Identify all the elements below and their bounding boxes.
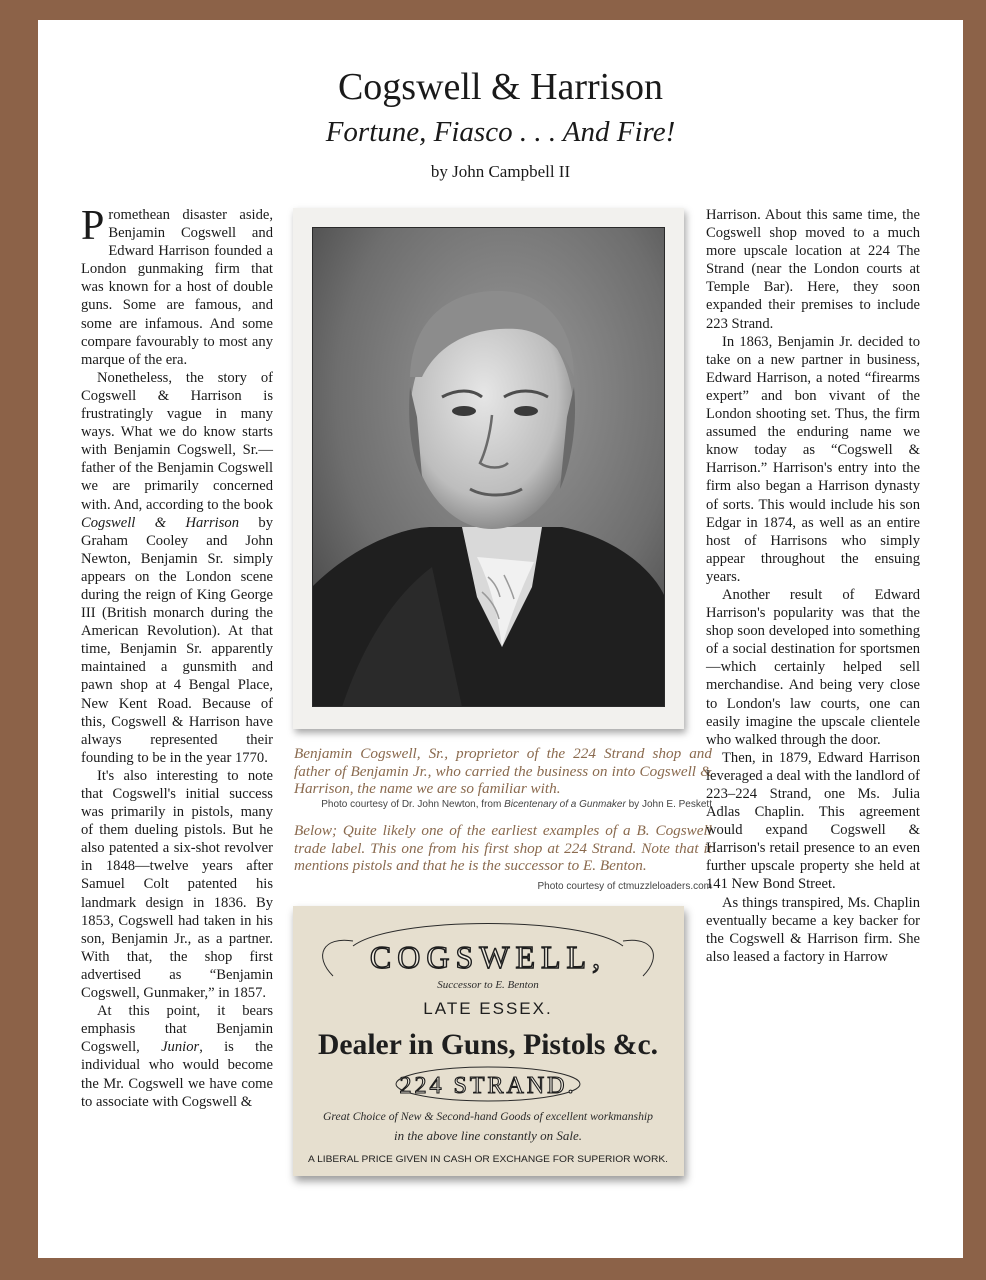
paragraph-text: At this point, it bears emphasis that Benjamin Cogswell, bbox=[81, 1003, 273, 1056]
paragraph: As things transpired, Ms. Chaplin eventually became a key backer for the Cogswell & Harrison firm. She also leased a factory in Harrow bbox=[706, 894, 920, 965]
label-sale: in the above line constantly on Sale. bbox=[393, 1128, 583, 1143]
byline: by John Campbell II bbox=[430, 162, 571, 181]
credit-text: Photo courtesy of Dr. John Newton, from bbox=[321, 799, 505, 810]
emphasis: Junior bbox=[161, 1039, 200, 1056]
left-column bbox=[81, 203, 273, 1111]
label-late: LATE ESSEX. bbox=[423, 999, 553, 1018]
paragraph: In 1863, Benjamin Jr. decided to take on a new partner in business, Edward Harrison, a noted “firearms expert” and bon vivant of the London shooting set. Thus, the firm assumed the enduring name we know today as “Cogswell & Harrison.” Harrison's entry into the firm also began a Harrison dynasty of sorts. This would include his son Edgar in 1874, as well as an entire host of Harrisons who simply appear throughout the ensuing years. bbox=[706, 333, 920, 585]
paragraph: Harrison. About this same time, the Cogswell shop moved to a much more upscale location at 224 The Strand (near the London courts at Temple Bar). Here, they soon expanded their premises to include 223 Strand. bbox=[706, 207, 920, 332]
paragraph-text: , is the individual who would become the Mr. Cogswell we have come to associate with Cogswell & bbox=[81, 1039, 273, 1110]
portrait-image bbox=[312, 227, 665, 707]
label-price: A LIBERAL PRICE GIVEN IN CASH OR EXCHANGE FOR SUPERIOR WORK. bbox=[308, 1154, 668, 1164]
portrait-caption: Benjamin Cogswell, Sr., proprietor of the 224 Strand shop and father of Benjamin Jr., who carried the business on into Cogswell & Harrison, the name we are so familiar with. bbox=[294, 745, 712, 798]
label-caption: Below; Quite likely one of the earliest examples of a B. Cogswell trade label. This one from his first shop at 224 Strand. Note that it mentions pistols and that he is the successor to E. Benton. bbox=[294, 822, 712, 875]
portrait-credit bbox=[294, 799, 712, 810]
paragraph bbox=[81, 369, 273, 767]
drop-cap: P bbox=[81, 203, 105, 249]
right-column bbox=[706, 206, 920, 966]
label-credit: Photo courtesy of ctmuzzleloaders.com bbox=[537, 881, 712, 892]
paragraph-text: Nonetheless, the story of Cogswell & Harrison is frustratingly vague in many ways. What we do know starts with Benjamin Cogswell, Sr.—father of the Benjamin Cogswell we are primarily concerned with. And, according to the book bbox=[81, 369, 273, 513]
label-address: 224 STRAND. bbox=[399, 1073, 577, 1099]
label-dealer: Dealer in Guns, Pistols &c. bbox=[318, 1028, 658, 1061]
paragraph: Then, in 1879, Edward Harrison leveraged a deal with the landlord of 223–224 Strand, one Ms. Julia Adlas Chaplin. This agreement would expand Cogswell & Harrison's retail presence to an even further upscale property she held at 141 New Bond Street. bbox=[706, 749, 920, 893]
article-subtitle: Fortune, Fiasco . . . And Fire! bbox=[325, 116, 676, 148]
label-successor: Successor to E. Benton bbox=[437, 979, 539, 991]
paragraph-text: by Graham Cooley and John Newton, Benjamin Sr. simply appears on the London scene during the reign of King George III (British monarch during the American Revolution). At that time, Benjamin Sr. apparently maintained a gunsmith and pawn shop at 4 Bengal Place, New Kent Road. Because of this, Cogswell & Harrison have always represented their founding to be in the year 1770. bbox=[81, 514, 273, 766]
paragraph: It's also interesting to note that Cogswell's initial success was primarily in pistols, many of them dueling pistols. But he also patented a six-shot revolver in 1848—twelve years after Samuel Colt patented his landmark design in 1836. By 1853, Cogswell had taken in his son, Benjamin Jr., as a partner. With that, the shop first advertised as “Benjamin Cogswell, Gunmaker,” in 1857. bbox=[81, 767, 273, 1002]
label-choice: Great Choice of New & Second-hand Goods of excellent workmanship bbox=[323, 1109, 653, 1123]
trade-label-drawing bbox=[293, 906, 684, 1176]
portrait-photo-card bbox=[293, 208, 684, 729]
article-title: Cogswell & Harrison bbox=[337, 66, 664, 108]
paragraph: Another result of Edward Harrison's popularity was that the shop soon developed into something of a social destination for sportsmen—which certainly helped sell merchandise. And being very close to London's law courts, one can easily imagine the upscale clientele who walked through the door. bbox=[706, 586, 920, 748]
magazine-page bbox=[38, 20, 963, 1258]
credit-book-title: Bicentenary of a Gunmaker bbox=[504, 799, 626, 810]
paragraph-text: romethean disaster aside, Benjamin Cogswell and Edward Harrison founded a London gunmaking firm that was known for a host of double guns. Some are famous, and some are infamous. And some compare favourably to most any marque of the era. bbox=[81, 207, 273, 368]
label-name: COGSWELL, bbox=[369, 939, 607, 975]
paragraph bbox=[81, 1002, 273, 1111]
paragraph bbox=[81, 203, 273, 369]
book-title: Cogswell & Harrison bbox=[81, 514, 239, 531]
trade-label-image bbox=[293, 906, 684, 1176]
credit-text: by John E. Peskett bbox=[625, 799, 712, 810]
